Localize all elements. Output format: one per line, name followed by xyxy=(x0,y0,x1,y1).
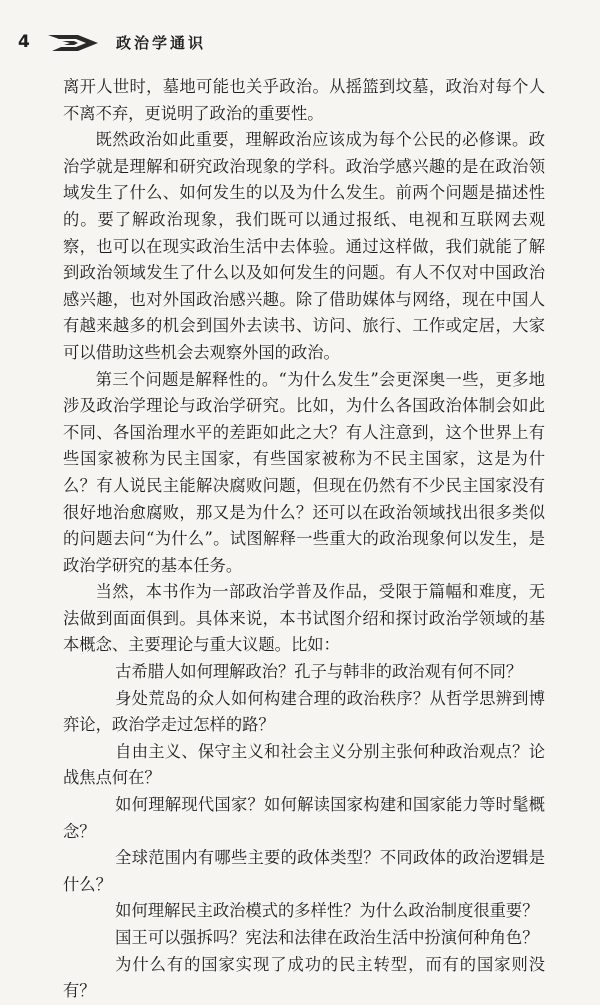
question-item: 如何理解现代国家？如何解读国家构建和国家能力等时髦概念？ xyxy=(63,795,545,841)
question-item: 身处荒岛的众人如何构建合理的政治秩序？从哲学思辨到博弈论，政治学走过怎样的路？ xyxy=(63,688,545,735)
question-item: 古希腊人如何理解政治？孔子与韩非的政治观有何不同？ xyxy=(115,662,523,682)
paragraph: 第三个问题是解释性的。“为什么发生”会更深奥一些，更多地涉及政治学理论与政治学研究。比如，为什么各国政治体制会如此不同、各国治理水平的差距如此之大？有人注意到，这个世界上有些国家被称为民主国家，有些国家被称为不民主国家，这是为什么？有人说民主能解决腐败问题，但现在仍然有不少民主国家没有很好地治愈腐败，那又是为什么？还可以在政治领域找出很多类似的问题去问“为什么”。试图解释一些重大的政治现象何以发生，是政治学研究的基本任务。 xyxy=(63,369,545,575)
question-item: 全球范围内有哪些主要的政体类型？不同政体的政治逻辑是什么？ xyxy=(63,848,545,894)
page-number: 4 xyxy=(18,32,30,52)
body-text xyxy=(63,74,545,1005)
paragraph: 离开人世时，墓地可能也关乎政治。从摇篮到坟墓，政治对每个人不离不弃，更说明了政治的重要性。 xyxy=(63,77,545,123)
paragraph: 当然，本书作为一部政治学普及作品，受限于篇幅和难度，无法做到面面俱到。具体来说，本书试图介绍和探讨政治学领域的基本概念、主要理论与重大议题。比如： xyxy=(63,582,545,655)
question-item: 为什么有的国家实现了成功的民主转型，而有的国家则没有？ xyxy=(63,954,545,1001)
question-item: 国王可以强拆吗？宪法和法律在政治生活中扮演何种角色？ xyxy=(115,928,539,947)
book-title: 政治学通识 xyxy=(116,34,207,52)
question-item: 自由主义、保守主义和社会主义分别主张何种政治观点？论战焦点何在？ xyxy=(63,741,545,788)
running-header xyxy=(14,31,574,55)
book-logo-icon xyxy=(48,33,100,53)
question-item: 如何理解民主政治模式的多样性？为什么政治制度很重要？ xyxy=(115,901,539,921)
paragraph: 既然政治如此重要，理解政治应该成为每个公民的必修课。政治学就是理解和研究政治现象的学科。政治学感兴趣的是在政治领域发生了什么、如何发生的以及为什么发生。前两个问题是描述性的。要了解政治现象，我们既可以通过报纸、电视和互联网去观察，也可以在现实政治生活中去体验。通过这样做，我们就能了解到政治领域发生了什么以及如何发生的问题。有人不仅对中国政治感兴趣，也对外国政治感兴趣。除了借助媒体与网络，现在中国人有越来越多的机会到国外去读书、访问、旅行、工作或定居，大家可以借助这些机会去观察外国的政治。 xyxy=(63,130,545,362)
